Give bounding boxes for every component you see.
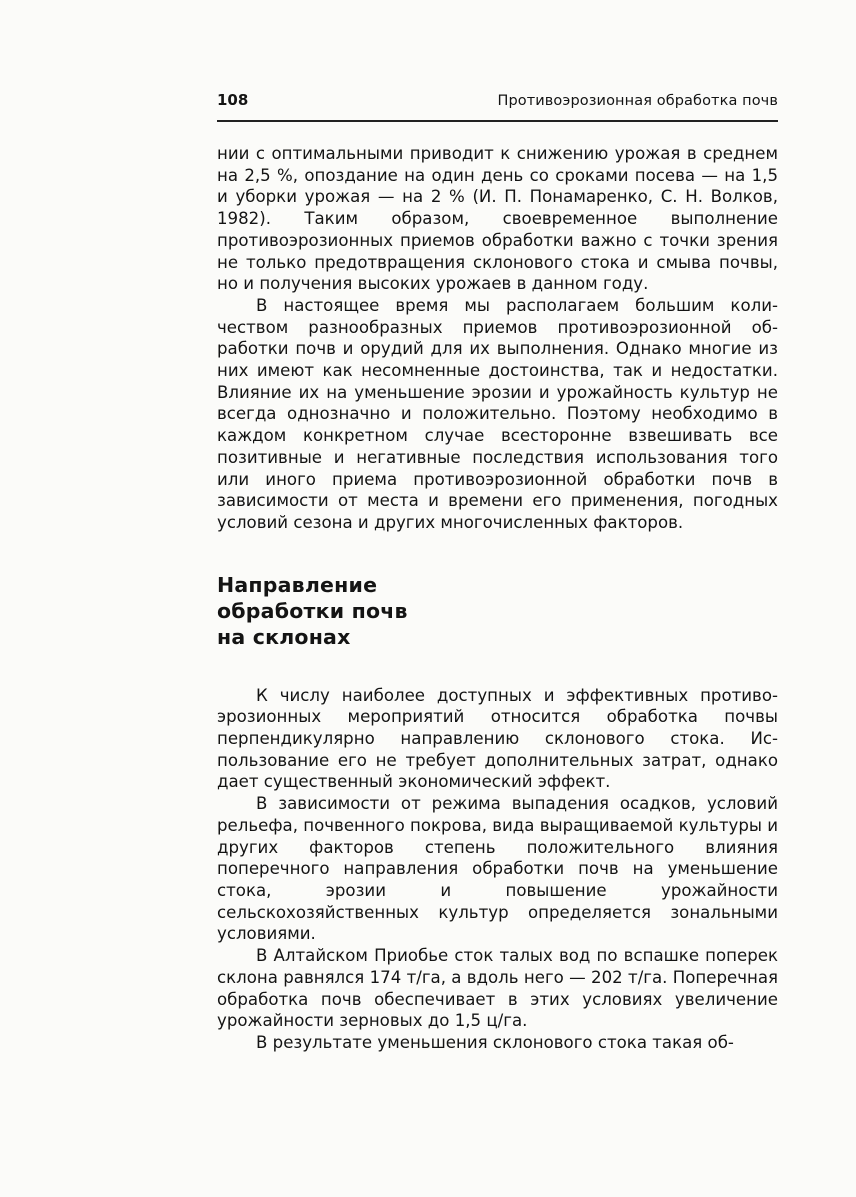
section-heading-line: Направление bbox=[217, 572, 378, 597]
paragraph: В зависимости от режима выпадения осадков, условий рельефа, почвенного покрова, вида выращиваемой культуры и других факторов степень положительного влияния поперечного направления обработки почв на уменьшение стока, эрозии и повышение урожайности сельскохозяйственных культур определяется зональными условиями. bbox=[217, 794, 779, 944]
intro-text bbox=[217, 143, 778, 534]
paragraph: В настоящее время мы располагаем большим количеством разнообразных приемов противоэрозионной обработки почв и орудий для их выполнения. Однако многие из них имеют как несомненные достоинства, так и недостатки. Влияние их на уменьшение эрозии и урожайность культур не всегда однозначно и положительно. Поэтому необходимо в каждом конкретном случае всесторонне взвешивать все позитивные и негативные последствия использования того или иного приема противоэрозионной обработки почв в зависимости от места и времени его применения, погодных условий сезона и других многочисленных факторов. bbox=[217, 295, 778, 532]
paragraph: К числу наиболее доступных и эффективных противоэрозионных мероприятий относится обработка почвы перпендикулярно направлению склонового стока. Использование его не требует дополнительных затрат, однако дает существенный экономический эффект. bbox=[217, 685, 778, 792]
running-title: Противоэрозионная обработка почв bbox=[497, 93, 778, 109]
book-page bbox=[217, 90, 778, 1054]
section-heading-line: обработки почв bbox=[217, 598, 408, 623]
running-header bbox=[217, 90, 778, 122]
section-text bbox=[217, 685, 778, 1054]
paragraph: нии с оптимальными приводит к снижению урожая в среднем на 2,5 %, опоздание на один день со сроками посева — на 1,5 и уборки урожая — на 2 % (И. П. Понамаренко, С. Н. Волков, 1982). Таким образом, своевременное выполнение противоэрозионных приемов обработки важно с точки зрения не только предотвращения склонового стока и смыва почвы, но и получения высоких урожаев в данном году. bbox=[217, 144, 778, 294]
section-heading-line: на склонах bbox=[217, 624, 351, 649]
page-number: 108 bbox=[217, 91, 249, 109]
paragraph: В Алтайском Приобье сток талых вод по вспашке поперек склона равнялся 174 т/га, а вдоль него — 202 т/га. Поперечная обработка почв обеспечивает в этих условиях увеличение урожайности зерновых до 1,5 ц/га. bbox=[217, 946, 778, 1031]
section-heading bbox=[217, 572, 778, 650]
paragraph: В результате уменьшения склонового стока такая об- bbox=[256, 1032, 734, 1052]
